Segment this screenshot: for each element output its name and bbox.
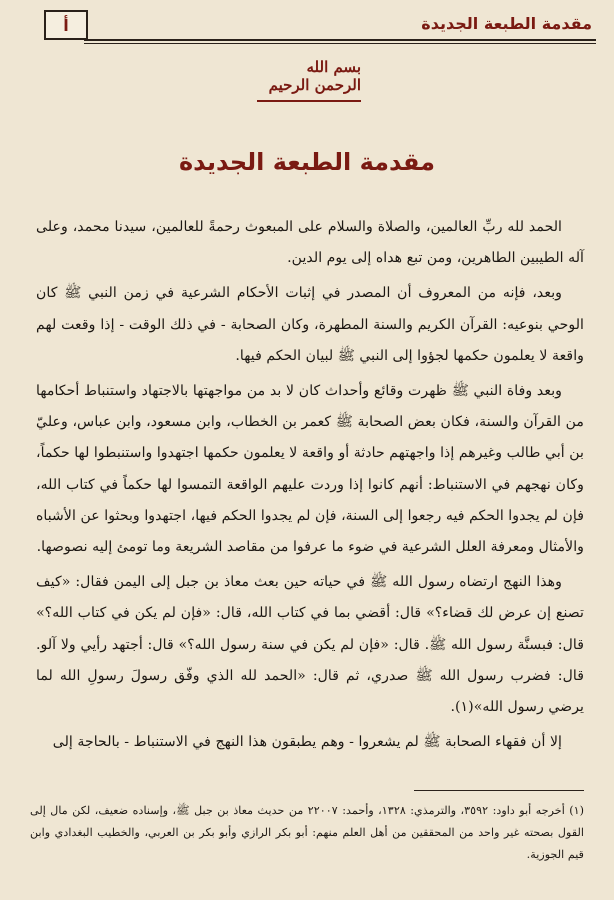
basmala-calligraphy: [257, 55, 361, 105]
footnote: (١) أخرجه أبو داود: ٣٥٩٢، والترمذي: ١٣٢٨، وأحمد: ٢٢٠٠٧ من حديث معاذ بن جبل ﷺ، وإسناده ضعيف، لكن مال إلى القول بصحته غير واحد من المحققين من أهل العلم منهم: أبو بكر الرازي وأبو بكر بن العربي، والخطيب البغدادي وابن قيم الجوزية.: [30, 804, 584, 861]
section-title: مقدمة الطبعة الجديدة: [178, 148, 436, 176]
main-text: [36, 212, 584, 762]
header-rule-thin: [84, 43, 596, 44]
header-title: مقدمة الطبعة الجديدة: [421, 14, 592, 33]
paragraph-1: الحمد لله ربِّ العالمين، والصلاة والسلام على المبعوث رحمةً للعالمين، سيدنا محمد، وعلى آله الطيبين الطاهرين، ومن تبع هداه إلى يوم الدين.: [36, 219, 584, 267]
running-header: [38, 10, 596, 40]
paragraph-3: وبعد وفاة النبي ﷺ ظهرت وقائع وأحداث كان لا بد من مواجهتها بالاجتهاد واستنباط أحكامها من القرآن والسنة، فكان بعض الصحابة ﷺ كعمر بن الخطاب، وابن مسعود، وابن عباس، وعليّ بن أبي طالب وغيرهم إذا واجهتهم حادثة أو واقعة لا يعلمون حكمها اجتهدوا واستنبطوا لها حكماً، وكان نهجهم في الاستنباط: أنهم كانوا إذا وردت عليهم الواقعة التمسوا لها حكماً في كتاب الله، فإن لم يجدوا الحكم فيه رجعوا إلى السنة، فإن لم يجدوا الحكم فيها، اجتهدوا وبحثوا عن الأشباه والأمثال ومعرفة العلل الشرعية في ضوء ما عرفوا من مقاصد الشريعة وما تومئ إليه نصوصها.: [36, 383, 584, 556]
page-number: أ: [44, 10, 88, 40]
header-rule: [84, 39, 596, 41]
paragraph-4: وهذا النهج ارتضاه رسول الله ﷺ في حياته حين بعث معاذ بن جبل إلى اليمن فقال: «كيف تصنع إن عرض لك قضاء؟» قال: أقضي بما في كتاب الله، قال: «فإن لم يكن في كتاب الله؟» قال: فبسنَّة رسول الله ﷺ. قال: «فإن لم يكن في سنة رسول الله؟» قال: أجتهد رأيي ولا آلو. قال: فضرب رسول الله ﷺ صدري، ثم قال: «الحمد لله الذي وفّق رسولَ رسولِ الله لما يرضي رسول الله»(١).: [36, 574, 584, 716]
paragraph-5: إلا أن فقهاء الصحابة ﷺ لم يشعروا - وهم يطبقون هذا النهج في الاستنباط - بالحاجة إلى: [52, 734, 562, 751]
paragraph-2: وبعد، فإنه من المعروف أن المصدر في إثبات الأحكام الشرعية في زمن النبي ﷺ كان الوحي بنوعيه: القرآن الكريم والسنة المطهرة، وكان الصحابة - في ذلك الوقت - إذا وقعت لهم واقعة لا يعلمون حكمها لجؤوا إلى النبي ﷺ لبيان الحكم فيها.: [36, 285, 584, 364]
footnote-separator: [414, 790, 584, 791]
basmala-text: بسم الله الرحمن الرحيم: [257, 58, 361, 102]
